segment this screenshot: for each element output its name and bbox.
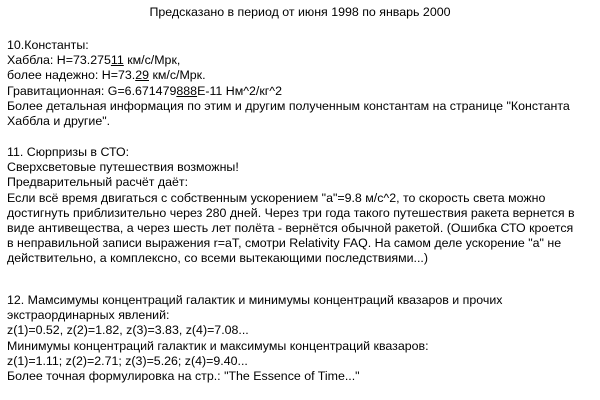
hubble-reliable-underlined-digits: 29 (135, 68, 149, 83)
relativity-text-line4: достигнуть приблизительно через 280 дней. Через три года такого путешествия ракета вернется в (7, 205, 575, 220)
hubble-constant-underlined-digits: 11 (110, 53, 124, 68)
hubble-reliable-line (7, 68, 597, 83)
section-constants (7, 38, 597, 129)
section-extrema-title-line2: экстраординарных явлений: (7, 308, 170, 323)
page-heading: Предсказано в период от июня 1998 по январь 2000 (149, 5, 451, 19)
constants-more-info-line2: Хаббла и другие". (7, 113, 111, 128)
section-relativity-title: 11. Сюрпризы в СТО: (7, 145, 130, 159)
gravitational-constant-suffix: E-11 Нм^2/кг^2 (197, 83, 283, 98)
gravitational-constant-prefix: Гравитационная: G=6.671479 (7, 83, 177, 98)
hubble-constant-line (7, 53, 597, 68)
hubble-constant-suffix: км/с/Мрк, (123, 53, 181, 68)
relativity-text-line7: действительно, а комплексно, со всеми вытекающими последствиями...) (7, 251, 428, 266)
quasar-maxima-subtitle: Минимумы концентраций галактик и максимумы концентраций квазаров: (7, 338, 429, 353)
section-relativity-surprises (7, 145, 597, 267)
relativity-text-line1: Сверхсветовые путешествия возможны! (7, 160, 239, 175)
section-constants-title: 10.Константы: (7, 38, 89, 52)
essence-of-time-reference: Более точная формулировка на стр.: "The Essence of Time..." (7, 368, 360, 383)
section-concentration-extrema (7, 293, 597, 384)
constants-more-info-line1: Более детальная информация по этим и другим полученным константам на странице "Константа (7, 98, 570, 113)
relativity-text-line6: в неправильной записи выражения r=aT, смотри Relativity FAQ. На самом деле ускорение "а" не (7, 236, 562, 251)
quasar-maxima-values: z(1)=1.11; z(2)=2.71; z(3)=5.26; z(4)=9.40... (7, 353, 248, 368)
section-extrema-title-line1: 12. Мамсимумы концентраций галактик и минимумы концентраций квазаров и прочих (7, 293, 503, 307)
hubble-reliable-suffix: км/с/Мрк. (149, 68, 206, 83)
hubble-constant-prefix: Хаббла: H=73.275 (7, 53, 111, 68)
relativity-text-line5: виде антивещества, а через шесть лет полёта - вернётся обычной ракетой. (Ошибка СТО кроется (7, 220, 574, 235)
relativity-text-line3: Если всё время двигаться с собственным ускорением "а"=9.8 м/с^2, то скорость света можно (7, 190, 546, 205)
relativity-text-line2: Предварительный расчёт даёт: (7, 175, 189, 190)
gravitational-constant-line (7, 84, 597, 99)
gravitational-constant-underlined-digits: 888 (176, 83, 198, 98)
galaxy-maxima-values: z(1)=0.52, z(2)=1.82, z(3)=3.83, z(4)=7.08... (7, 323, 249, 338)
hubble-reliable-prefix: более надежно: H=73. (7, 68, 136, 83)
